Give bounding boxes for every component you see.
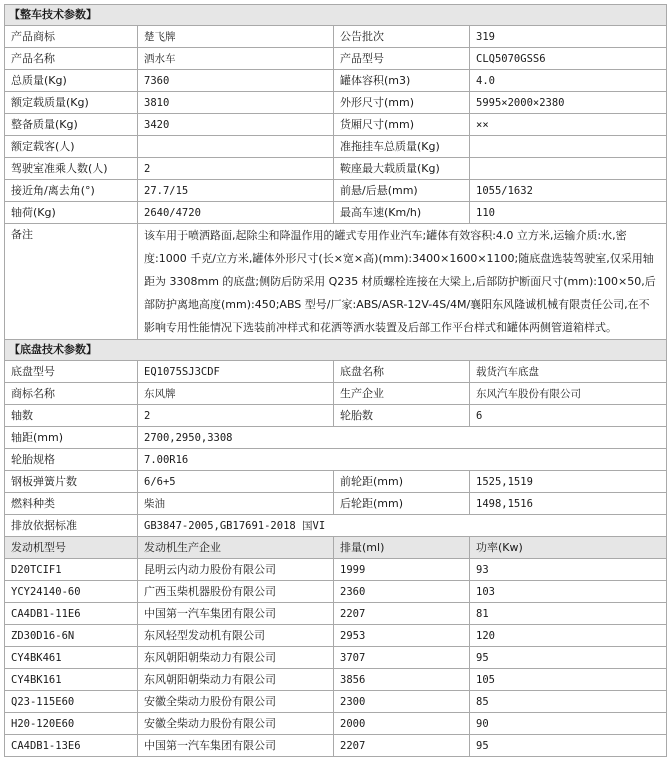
engine-displacement: 3856 <box>334 669 470 691</box>
chassis-spec-label: 底盘型号 <box>5 361 138 383</box>
engine-model: CY4BK161 <box>5 669 138 691</box>
chassis-spec-row <box>5 493 667 515</box>
vehicle-spec-value: 4.0 <box>470 70 667 92</box>
engine-power: 90 <box>470 713 667 735</box>
vehicle-spec-value: 洒水车 <box>138 48 334 70</box>
vehicle-spec-label: 整备质量(Kg) <box>5 114 138 136</box>
engine-model: CA4DB1-13E6 <box>5 735 138 757</box>
section-title-chassis: 【底盘技术参数】 <box>5 340 667 361</box>
chassis-spec-value: 1498,1516 <box>470 493 667 515</box>
chassis-spec-label: 商标名称 <box>5 383 138 405</box>
emission-row-label: 排放依据标准 <box>5 515 138 537</box>
chassis-spec-label: 轮胎数 <box>334 405 470 427</box>
engine-displacement: 2000 <box>334 713 470 735</box>
chassis-spec-value: 2 <box>138 405 334 427</box>
engine-displacement: 3707 <box>334 647 470 669</box>
engine-model: CY4BK461 <box>5 647 138 669</box>
vehicle-spec-value: 5995×2000×2380 <box>470 92 667 114</box>
engine-header-row <box>5 537 667 559</box>
vehicle-spec-row <box>5 114 667 136</box>
vehicle-spec-label: 驾驶室准乘人数(人) <box>5 158 138 180</box>
tire-row-value: 7.00R16 <box>138 449 667 471</box>
vehicle-spec-label: 额定载客(人) <box>5 136 138 158</box>
vehicle-spec-label: 货厢尺寸(mm) <box>334 114 470 136</box>
section-title-vehicle: 【整车技术参数】 <box>5 5 667 26</box>
spec-table-body <box>5 5 667 757</box>
vehicle-spec-value: 27.7/15 <box>138 180 334 202</box>
engine-maker: 中国第一汽车集团有限公司 <box>138 735 334 757</box>
engine-row <box>5 647 667 669</box>
vehicle-spec-value: ×× <box>470 114 667 136</box>
engine-row <box>5 669 667 691</box>
chassis-spec-value: 柴油 <box>138 493 334 515</box>
chassis-spec-value: 1525,1519 <box>470 471 667 493</box>
chassis-spec-row <box>5 471 667 493</box>
chassis-spec-value: 东风汽车股份有限公司 <box>470 383 667 405</box>
spec-sheet <box>4 4 666 757</box>
section-header-vehicle <box>5 5 667 26</box>
engine-power: 95 <box>470 735 667 757</box>
chassis-spec-label: 钢板弹簧片数 <box>5 471 138 493</box>
vehicle-spec-label: 产品名称 <box>5 48 138 70</box>
engine-row <box>5 691 667 713</box>
engine-displacement: 1999 <box>334 559 470 581</box>
vehicle-spec-row <box>5 180 667 202</box>
remarks-row <box>5 224 667 340</box>
tire-row-label: 轮胎规格 <box>5 449 138 471</box>
vehicle-spec-value: 110 <box>470 202 667 224</box>
vehicle-spec-row <box>5 158 667 180</box>
vehicle-spec-label: 准拖挂车总质量(Kg) <box>334 136 470 158</box>
vehicle-spec-row <box>5 26 667 48</box>
engine-displacement: 2300 <box>334 691 470 713</box>
engine-maker: 安徽全柴动力股份有限公司 <box>138 713 334 735</box>
chassis-spec-label: 生产企业 <box>334 383 470 405</box>
engine-header-maker: 发动机生产企业 <box>138 537 334 559</box>
engine-power: 81 <box>470 603 667 625</box>
chassis-spec-label: 轴数 <box>5 405 138 427</box>
engine-header-power: 功率(Kw) <box>470 537 667 559</box>
vehicle-spec-label: 罐体容积(m3) <box>334 70 470 92</box>
chassis-spec-label: 底盘名称 <box>334 361 470 383</box>
engine-row <box>5 603 667 625</box>
remarks-text: 该车用于喷洒路面,起除尘和降温作用的罐式专用作业汽车;罐体有效容积:4.0 立方米,运输介质:水,密度:1000 千克/立方米,罐体外形尺寸(长×宽×高)(mm):3400×1600×1100;随底盘选装驾驶室,仅采用轴距为 3308mm 的底盘;侧防后防采用 Q235 材质螺栓连接在大梁上,后部防护断面尺寸(mm):100×50,后部防护离地高度(mm):450;ABS 型号/厂家:ABS/ASR-12V-4S/4M/襄阳东风隆诚机械有限责任公司,在不影响专用性能情况下选装前冲样式和花洒等洒水装置及后部工作平台样式和罐体两侧管道箱样式。 <box>138 224 667 340</box>
chassis-spec-value: 6/6+5 <box>138 471 334 493</box>
tire-row <box>5 449 667 471</box>
engine-power: 85 <box>470 691 667 713</box>
vehicle-spec-row <box>5 48 667 70</box>
vehicle-spec-value: 7360 <box>138 70 334 92</box>
section-header-chassis <box>5 340 667 361</box>
engine-row <box>5 559 667 581</box>
vehicle-spec-row <box>5 70 667 92</box>
spec-table <box>4 4 667 757</box>
vehicle-spec-label: 轴荷(Kg) <box>5 202 138 224</box>
chassis-spec-label: 燃料种类 <box>5 493 138 515</box>
chassis-spec-value: EQ1075SJ3CDF <box>138 361 334 383</box>
emission-row <box>5 515 667 537</box>
engine-model: D20TCIF1 <box>5 559 138 581</box>
vehicle-spec-value: 3810 <box>138 92 334 114</box>
chassis-spec-value: 载货汽车底盘 <box>470 361 667 383</box>
wheelbase-row-label: 轴距(mm) <box>5 427 138 449</box>
engine-maker: 安徽全柴动力股份有限公司 <box>138 691 334 713</box>
engine-row <box>5 625 667 647</box>
engine-maker: 中国第一汽车集团有限公司 <box>138 603 334 625</box>
vehicle-spec-row <box>5 92 667 114</box>
remarks-label: 备注 <box>5 224 138 340</box>
vehicle-spec-label: 产品商标 <box>5 26 138 48</box>
engine-power: 120 <box>470 625 667 647</box>
vehicle-spec-value: 2640/4720 <box>138 202 334 224</box>
engine-maker: 东风朝阳朝柴动力有限公司 <box>138 669 334 691</box>
chassis-spec-label: 后轮距(mm) <box>334 493 470 515</box>
engine-model: Q23-115E60 <box>5 691 138 713</box>
vehicle-spec-value: 319 <box>470 26 667 48</box>
vehicle-spec-label: 额定载质量(Kg) <box>5 92 138 114</box>
engine-row <box>5 713 667 735</box>
chassis-spec-value: 6 <box>470 405 667 427</box>
engine-model: CA4DB1-11E6 <box>5 603 138 625</box>
engine-maker: 东风朝阳朝柴动力有限公司 <box>138 647 334 669</box>
engine-displacement: 2207 <box>334 735 470 757</box>
vehicle-spec-label: 外形尺寸(mm) <box>334 92 470 114</box>
wheelbase-row <box>5 427 667 449</box>
vehicle-spec-value: CLQ5070GSS6 <box>470 48 667 70</box>
vehicle-spec-value <box>138 136 334 158</box>
chassis-spec-label: 前轮距(mm) <box>334 471 470 493</box>
chassis-spec-row <box>5 361 667 383</box>
engine-row <box>5 735 667 757</box>
engine-maker: 广西玉柴机器股份有限公司 <box>138 581 334 603</box>
vehicle-spec-label: 鞍座最大载质量(Kg) <box>334 158 470 180</box>
engine-displacement: 2953 <box>334 625 470 647</box>
vehicle-spec-value <box>470 158 667 180</box>
engine-power: 103 <box>470 581 667 603</box>
vehicle-spec-value: 1055/1632 <box>470 180 667 202</box>
wheelbase-row-value: 2700,2950,3308 <box>138 427 667 449</box>
engine-header-displacement: 排量(ml) <box>334 537 470 559</box>
engine-header-model: 发动机型号 <box>5 537 138 559</box>
vehicle-spec-value: 楚飞牌 <box>138 26 334 48</box>
vehicle-spec-label: 公告批次 <box>334 26 470 48</box>
chassis-spec-row <box>5 383 667 405</box>
engine-displacement: 2207 <box>334 603 470 625</box>
engine-displacement: 2360 <box>334 581 470 603</box>
vehicle-spec-label: 前悬/后悬(mm) <box>334 180 470 202</box>
engine-power: 93 <box>470 559 667 581</box>
vehicle-spec-row <box>5 136 667 158</box>
engine-model: ZD30D16-6N <box>5 625 138 647</box>
vehicle-spec-label: 总质量(Kg) <box>5 70 138 92</box>
engine-row <box>5 581 667 603</box>
engine-power: 95 <box>470 647 667 669</box>
engine-model: H20-120E60 <box>5 713 138 735</box>
vehicle-spec-label: 产品型号 <box>334 48 470 70</box>
vehicle-spec-value <box>470 136 667 158</box>
engine-maker: 昆明云内动力股份有限公司 <box>138 559 334 581</box>
engine-maker: 东风轻型发动机有限公司 <box>138 625 334 647</box>
vehicle-spec-row <box>5 202 667 224</box>
vehicle-spec-label: 最高车速(Km/h) <box>334 202 470 224</box>
emission-row-value: GB3847-2005,GB17691-2018 国VI <box>138 515 667 537</box>
vehicle-spec-label: 接近角/离去角(°) <box>5 180 138 202</box>
engine-power: 105 <box>470 669 667 691</box>
engine-model: YCY24140-60 <box>5 581 138 603</box>
vehicle-spec-value: 2 <box>138 158 334 180</box>
chassis-spec-row <box>5 405 667 427</box>
vehicle-spec-value: 3420 <box>138 114 334 136</box>
chassis-spec-value: 东风牌 <box>138 383 334 405</box>
